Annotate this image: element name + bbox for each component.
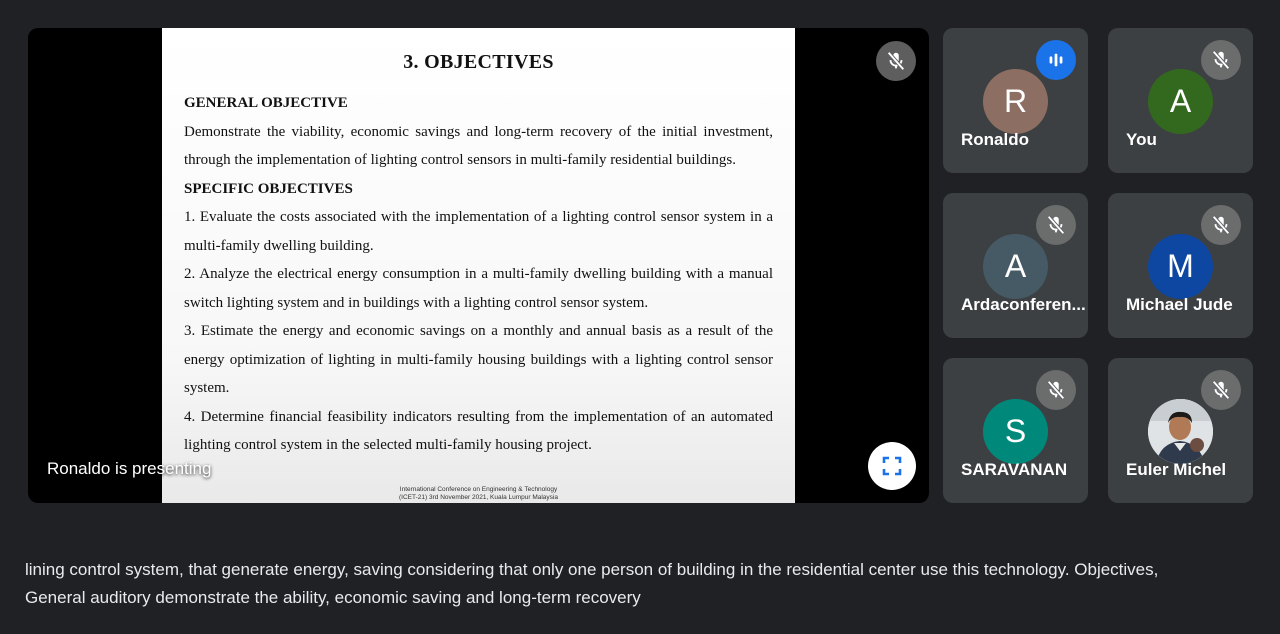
participant-tile[interactable] bbox=[1108, 28, 1253, 173]
specific-objectives-heading: SPECIFIC OBJECTIVES bbox=[184, 180, 353, 197]
mic-muted-indicator bbox=[876, 41, 916, 81]
avatar: M bbox=[1148, 234, 1213, 299]
avatar: S bbox=[983, 399, 1048, 464]
avatar-photo bbox=[1148, 399, 1213, 464]
mic-off-icon bbox=[1045, 379, 1067, 401]
slide-body bbox=[184, 89, 773, 460]
general-objective-text: Demonstrate the viability, economic savings and long-term recovery of the initial investment, through the implementation of lighting control sensors in multi-family residential buildings. bbox=[184, 123, 773, 168]
slide-footer-line: (ICET-21) 3rd November 2021, Kuala Lumpur Malaysia bbox=[399, 494, 558, 501]
participant-tile[interactable] bbox=[943, 193, 1088, 338]
avatar: A bbox=[1148, 69, 1213, 134]
specific-objective-item: 4. Determine financial feasibility indicators resulting from the implementation of an automated lighting control system in the selected multi-family housing project. bbox=[184, 408, 773, 453]
avatar: A bbox=[983, 234, 1048, 299]
shared-slide bbox=[162, 28, 795, 503]
caption-line: lining control system, that generate energy, saving considering that only one person of building in the residential center use this technology. Objectives, bbox=[25, 560, 1159, 579]
participant-name: Ardaconferen... bbox=[961, 295, 1086, 314]
mic-off-icon bbox=[1210, 49, 1232, 71]
mic-muted-indicator bbox=[1036, 370, 1076, 410]
participant-name: Euler Michel bbox=[1126, 460, 1227, 479]
participant-tile[interactable] bbox=[1108, 358, 1253, 503]
slide-footer bbox=[162, 486, 795, 502]
mic-muted-indicator bbox=[1036, 205, 1076, 245]
person-photo-icon bbox=[1148, 399, 1213, 464]
audio-level-icon bbox=[1045, 49, 1067, 71]
mic-off-icon bbox=[1210, 214, 1232, 236]
live-captions bbox=[25, 556, 1255, 612]
mic-muted-indicator bbox=[1201, 40, 1241, 80]
specific-objective-item: 3. Estimate the energy and economic savings on a monthly and annual basis as a result of the energy optimization of lighting in multi-family housing buildings with a lighting control sensor system. bbox=[184, 323, 773, 396]
mic-muted-indicator bbox=[1201, 205, 1241, 245]
participant-tile[interactable] bbox=[943, 358, 1088, 503]
mic-muted-indicator bbox=[1201, 370, 1241, 410]
specific-objective-item: 1. Evaluate the costs associated with the implementation of a lighting control sensor system in a multi-family dwelling building. bbox=[184, 209, 773, 254]
participant-tile[interactable] bbox=[943, 28, 1088, 173]
participant-name: Ronaldo bbox=[961, 130, 1029, 149]
slide-title: 3. OBJECTIVES bbox=[403, 51, 554, 73]
fullscreen-button[interactable] bbox=[868, 442, 916, 490]
participant-tile[interactable] bbox=[1108, 193, 1253, 338]
avatar: R bbox=[983, 69, 1048, 134]
speaking-indicator bbox=[1036, 40, 1076, 80]
general-objective-heading: GENERAL OBJECTIVE bbox=[184, 95, 348, 111]
mic-off-icon bbox=[885, 50, 907, 72]
mic-off-icon bbox=[1045, 214, 1067, 236]
participant-name: You bbox=[1126, 130, 1157, 149]
caption-line: General auditory demonstrate the ability, economic saving and long-term recovery bbox=[25, 588, 641, 607]
participant-name: SARAVANAN bbox=[961, 460, 1068, 479]
mic-off-icon bbox=[1210, 379, 1232, 401]
presenting-label: Ronaldo is presenting bbox=[47, 459, 212, 478]
slide-footer-line: International Conference on Engineering & Technology bbox=[399, 486, 558, 493]
presentation-stage[interactable] bbox=[28, 28, 929, 503]
fullscreen-icon bbox=[880, 454, 904, 478]
participant-name: Michael Jude bbox=[1126, 295, 1233, 314]
specific-objective-item: 2. Analyze the electrical energy consumption in a multi-family dwelling building with a manual switch lighting system and in buildings with a lighting control sensor system. bbox=[184, 266, 773, 311]
